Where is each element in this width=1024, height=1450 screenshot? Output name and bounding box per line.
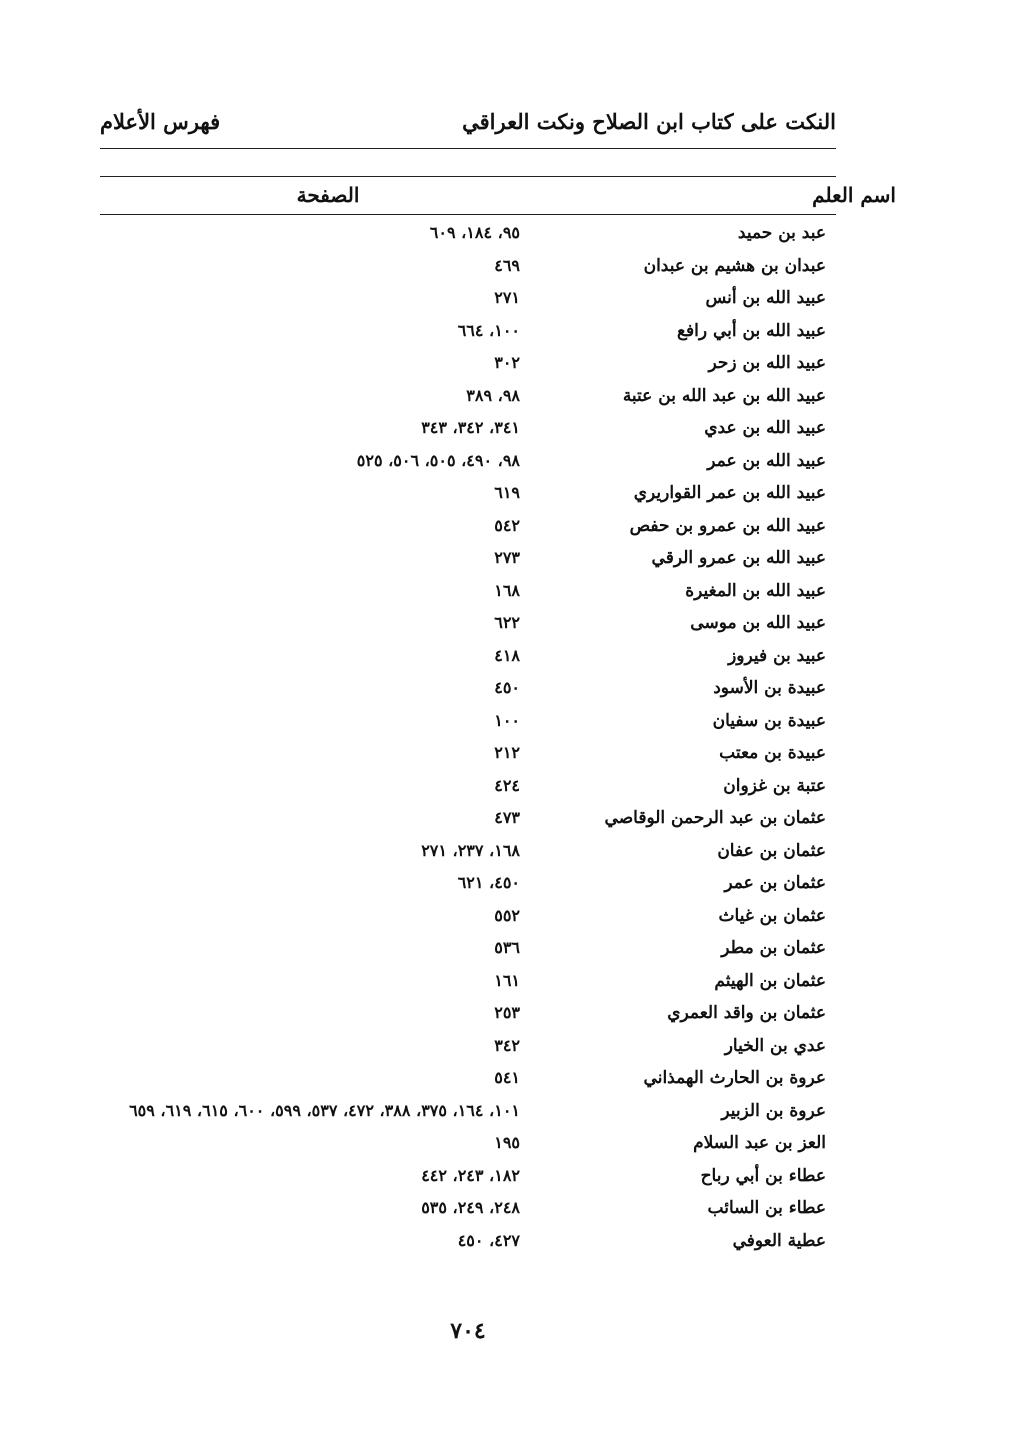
page-references: ٥٤١ xyxy=(494,1068,520,1087)
page-references: ١٦٨ xyxy=(494,580,520,600)
page-references: ٩٥، ١٨٤، ٦٠٩ xyxy=(429,223,520,242)
page-references: ٢١٢ xyxy=(494,743,520,762)
table-row xyxy=(100,253,836,286)
column-header-name: اسم العلم xyxy=(812,183,896,207)
page-number: ٧٠٤ xyxy=(450,1318,486,1344)
header-rule xyxy=(100,148,836,149)
person-name: عثمان بن عفان xyxy=(717,840,826,861)
table-row xyxy=(100,448,836,481)
person-name: عبيدة بن معتب xyxy=(719,743,826,763)
table-row xyxy=(100,513,836,546)
running-header xyxy=(100,104,836,138)
page-references: ٣٤١، ٣٤٢، ٣٤٣ xyxy=(421,418,520,437)
table-row xyxy=(100,545,836,578)
person-name: عبيد الله بن عمرو الرقي xyxy=(651,548,826,568)
table-row xyxy=(100,578,836,611)
page-references: ٩٨، ٤٩٠، ٥٠٥، ٥٠٦، ٥٢٥ xyxy=(356,450,520,470)
person-name: عبد بن حميد xyxy=(737,223,826,243)
table-row xyxy=(100,1098,836,1131)
page-references: ٦١٩ xyxy=(494,483,520,502)
person-name: عبيد الله بن عمر xyxy=(707,450,826,471)
page-references: ٤٥٠ xyxy=(494,678,520,697)
table-row xyxy=(100,1163,836,1196)
page-references: ٢٧١ xyxy=(494,288,520,307)
table-row xyxy=(100,805,836,838)
table-row xyxy=(100,1130,836,1163)
person-name: عبيد الله بن أبي رافع xyxy=(676,320,826,341)
page-references: ٥٣٦ xyxy=(494,938,520,957)
person-name: عبيدة بن سفيان xyxy=(712,710,826,731)
page-references: ٢٥٣ xyxy=(494,1003,520,1022)
page-references: ٤٢٤ xyxy=(494,775,520,795)
table-row xyxy=(100,838,836,871)
page-references: ٤٢٧، ٤٥٠ xyxy=(457,1230,520,1250)
page-references: ٤٧٣ xyxy=(494,808,520,827)
book-title: النكت على كتاب ابن الصلاح ونكت العراقي xyxy=(462,108,836,134)
table-row xyxy=(100,1195,836,1228)
person-name: عبيد الله بن عدي xyxy=(704,418,826,438)
person-name: عبيد الله بن عمر القواريري xyxy=(633,483,826,503)
person-name: عبيد الله بن زحر xyxy=(708,353,826,373)
page-references: ١٨٢، ٢٤٣، ٤٤٢ xyxy=(421,1165,520,1185)
page-references: ٦٢٢ xyxy=(494,613,520,632)
person-name: عثمان بن غياث xyxy=(718,905,826,926)
person-name: عروة بن الزبير xyxy=(721,1100,826,1121)
table-row xyxy=(100,285,836,318)
page-references: ٣٤٢ xyxy=(494,1035,520,1055)
person-name: عطاء بن أبي رباح xyxy=(700,1165,826,1186)
table-row xyxy=(100,708,836,741)
table-row xyxy=(100,870,836,903)
page-references: ٤١٨ xyxy=(494,645,520,665)
table-row xyxy=(100,773,836,806)
page-references: ١٠٠، ٦٦٤ xyxy=(457,320,520,340)
table-row xyxy=(100,1000,836,1033)
page-references: ١٦٨، ٢٣٧، ٢٧١ xyxy=(421,840,520,860)
table-row xyxy=(100,1065,836,1098)
table-row xyxy=(100,415,836,448)
person-name: عثمان بن عمر xyxy=(724,873,826,893)
page-references: ٢٧٣ xyxy=(494,548,520,567)
page-references: ٥٥٢ xyxy=(494,905,520,925)
page-references: ٥٤٢ xyxy=(494,515,520,535)
person-name: عبيد الله بن عمرو بن حفص xyxy=(629,515,826,536)
index-table xyxy=(100,220,836,1260)
person-name: عدي بن الخيار xyxy=(724,1035,826,1056)
page-references: ١٠١، ١٦٤، ٣٧٥، ٣٨٨، ٤٧٢، ٥٣٧، ٥٩٩، ٦٠٠، ٦١٥، ٦١٩، ٦٥٩ xyxy=(129,1100,520,1120)
table-row xyxy=(100,968,836,1001)
person-name: عبدان بن هشيم بن عبدان xyxy=(643,255,826,276)
person-name: عثمان بن واقد العمري xyxy=(667,1003,826,1023)
table-row xyxy=(100,643,836,676)
person-name: العز بن عبد السلام xyxy=(693,1133,826,1153)
person-name: عثمان بن عبد الرحمن الوقاصي xyxy=(604,808,826,828)
person-name: عبيد الله بن المغيرة xyxy=(685,580,826,601)
person-name: عثمان بن الهيثم xyxy=(714,970,826,991)
page-references: ١٩٥ xyxy=(494,1133,520,1152)
page-references: ١٠٠ xyxy=(494,710,520,730)
table-row xyxy=(100,350,836,383)
person-name: عطية العوفي xyxy=(732,1230,826,1251)
table-row xyxy=(100,740,836,773)
table-row xyxy=(100,220,836,253)
person-name: عبيد الله بن موسى xyxy=(690,613,826,633)
page-references: ٩٨، ٣٨٩ xyxy=(466,385,520,405)
table-top-rule xyxy=(100,176,836,177)
table-row xyxy=(100,318,836,351)
person-name: عطاء بن السائب xyxy=(707,1198,826,1218)
column-header-pages: الصفحة xyxy=(296,183,360,207)
table-row xyxy=(100,383,836,416)
table-row xyxy=(100,1228,836,1261)
page-references: ٤٥٠، ٦٢١ xyxy=(457,873,520,892)
page-references: ١٦١ xyxy=(494,970,520,990)
table-row xyxy=(100,1033,836,1066)
person-name: عروة بن الحارث الهمذاني xyxy=(643,1068,826,1088)
table-header-rule xyxy=(100,214,836,215)
table-row xyxy=(100,675,836,708)
person-name: عبيد بن فيروز xyxy=(728,645,826,666)
person-name: عبيد الله بن عبد الله بن عتبة xyxy=(622,385,826,406)
person-name: عثمان بن مطر xyxy=(721,938,826,958)
table-row xyxy=(100,480,836,513)
person-name: عبيدة بن الأسود xyxy=(713,678,826,698)
person-name: عتبة بن غزوان xyxy=(723,775,826,796)
table-row xyxy=(100,935,836,968)
page-references: ٣٠٢ xyxy=(494,353,520,372)
section-title: فهرس الأعلام xyxy=(100,108,221,134)
page-references: ٢٤٨، ٢٤٩، ٥٣٥ xyxy=(421,1198,520,1217)
page-references: ٤٦٩ xyxy=(494,255,520,275)
person-name: عبيد الله بن أنس xyxy=(705,288,826,308)
table-row xyxy=(100,903,836,936)
table-row xyxy=(100,610,836,643)
